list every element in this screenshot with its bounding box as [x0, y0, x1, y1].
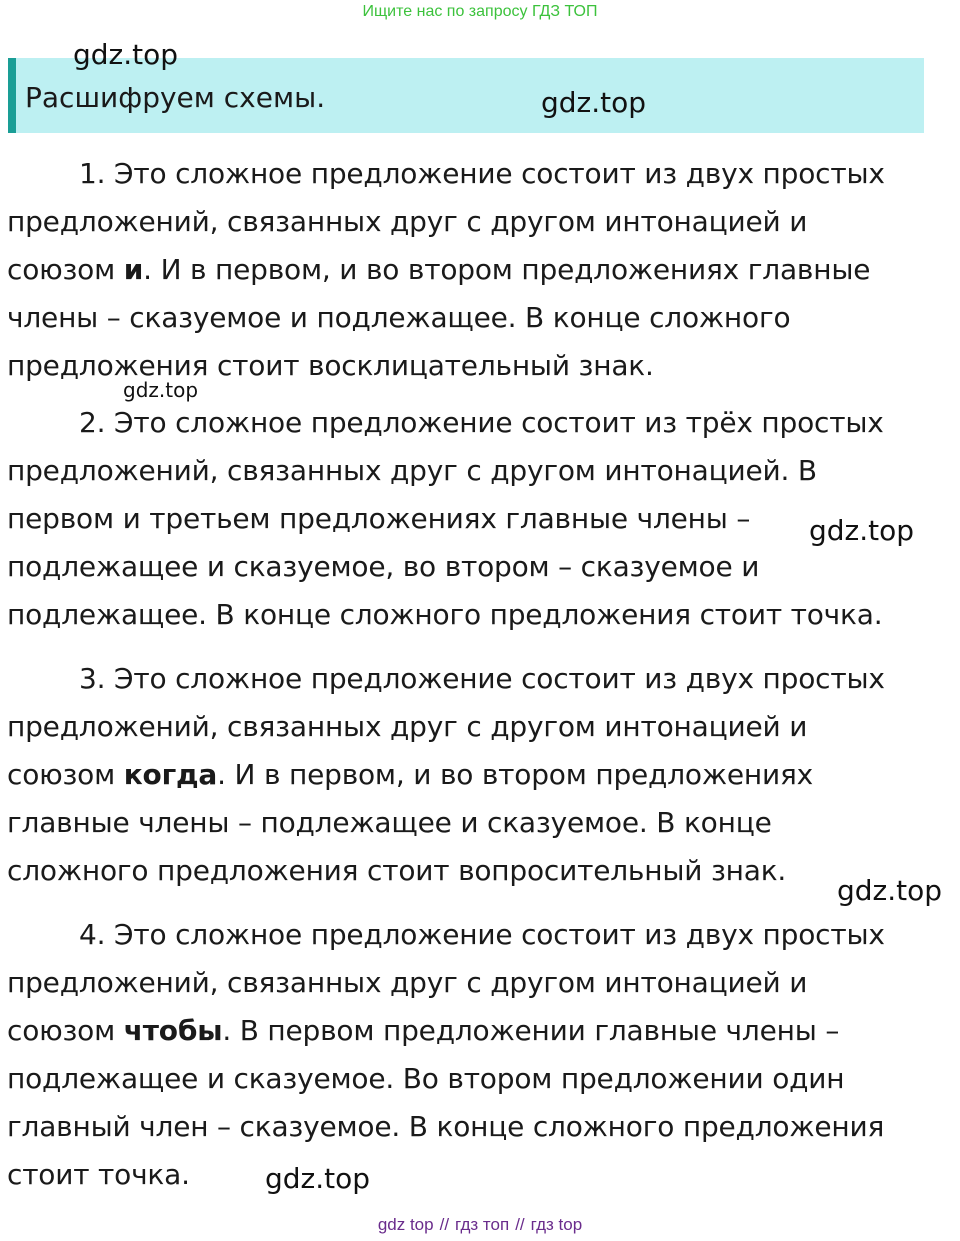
footer [0, 1214, 960, 1236]
line-text: союзом [7, 1014, 124, 1047]
paragraph-line: подлежащее и сказуемое, во втором – сказуемое и [7, 550, 760, 583]
footer-separator: // [515, 1215, 525, 1234]
paragraph-line: главный член – сказуемое. В конце сложного предложения [7, 1110, 885, 1143]
paragraph-1 [7, 150, 927, 390]
watermark: gdz.top [837, 874, 943, 907]
paragraph-line: главные члены – подлежащее и сказуемое. В конце [7, 806, 772, 839]
paragraph-line: члены – сказуемое и подлежащее. В конце сложного [7, 301, 791, 334]
paragraph-line: сложного предложения стоит вопросительный знак. [7, 854, 787, 887]
watermark: gdz.top [73, 38, 179, 71]
paragraph-line: предложений, связанных друг с другом интонацией и [7, 205, 808, 238]
line-text: . И в первом, и во втором предложениях [217, 758, 814, 791]
paragraph-line: первом и третьем предложениях главные члены – [7, 502, 751, 535]
paragraph-line: 3. Это сложное предложение состоит из двух простых [79, 662, 885, 695]
conjunction-bold: чтобы [123, 1014, 223, 1047]
footer-link-3[interactable]: гдз top [530, 1215, 583, 1234]
conjunction-bold: и [123, 253, 144, 286]
page-title: Расшифруем схемы. [25, 81, 326, 114]
line-text: . И в первом, и во втором предложениях главные [143, 253, 871, 286]
paragraph-4 [7, 911, 927, 1199]
paragraph-line: предложений, связанных друг с другом интонацией и [7, 966, 808, 999]
paragraph-line: стоит точка. [7, 1158, 190, 1191]
top-banner: Ищите нас по запросу ГДЗ ТОП [362, 3, 598, 20]
paragraph-line: предложения стоит восклицательный знак. [7, 349, 654, 382]
paragraph-line: 2. Это сложное предложение состоит из трёх простых [79, 406, 884, 439]
paragraph-line: подлежащее и сказуемое. Во втором предложении один [7, 1062, 845, 1095]
watermark: gdz.top [265, 1162, 371, 1195]
watermark: gdz.top [541, 86, 647, 119]
paragraph-line: подлежащее. В конце сложного предложения стоит точка. [7, 598, 883, 631]
paragraph-line [7, 246, 927, 294]
line-text: союзом [7, 253, 124, 286]
line-text: . В первом предложении главные члены – [222, 1014, 840, 1047]
paragraph-line: предложений, связанных друг с другом интонацией и [7, 710, 808, 743]
watermark: gdz.top [809, 514, 915, 547]
paragraph-line: 4. Это сложное предложение состоит из двух простых [79, 918, 885, 951]
paragraph-line: 1. Это сложное предложение состоит из двух простых [79, 157, 885, 190]
paragraph-line [7, 1007, 927, 1055]
paragraph-2 [7, 399, 927, 639]
footer-link-2[interactable]: гдз топ [455, 1215, 510, 1234]
paragraph-line: предложений, связанных друг с другом интонацией. В [7, 454, 817, 487]
paragraph-3 [7, 655, 927, 895]
conjunction-bold: когда [123, 758, 218, 791]
paragraph-line [7, 751, 927, 799]
watermark: gdz.top [123, 378, 199, 402]
line-text: союзом [7, 758, 124, 791]
footer-separator: // [439, 1215, 450, 1234]
footer-link-1[interactable]: gdz top [377, 1215, 434, 1234]
